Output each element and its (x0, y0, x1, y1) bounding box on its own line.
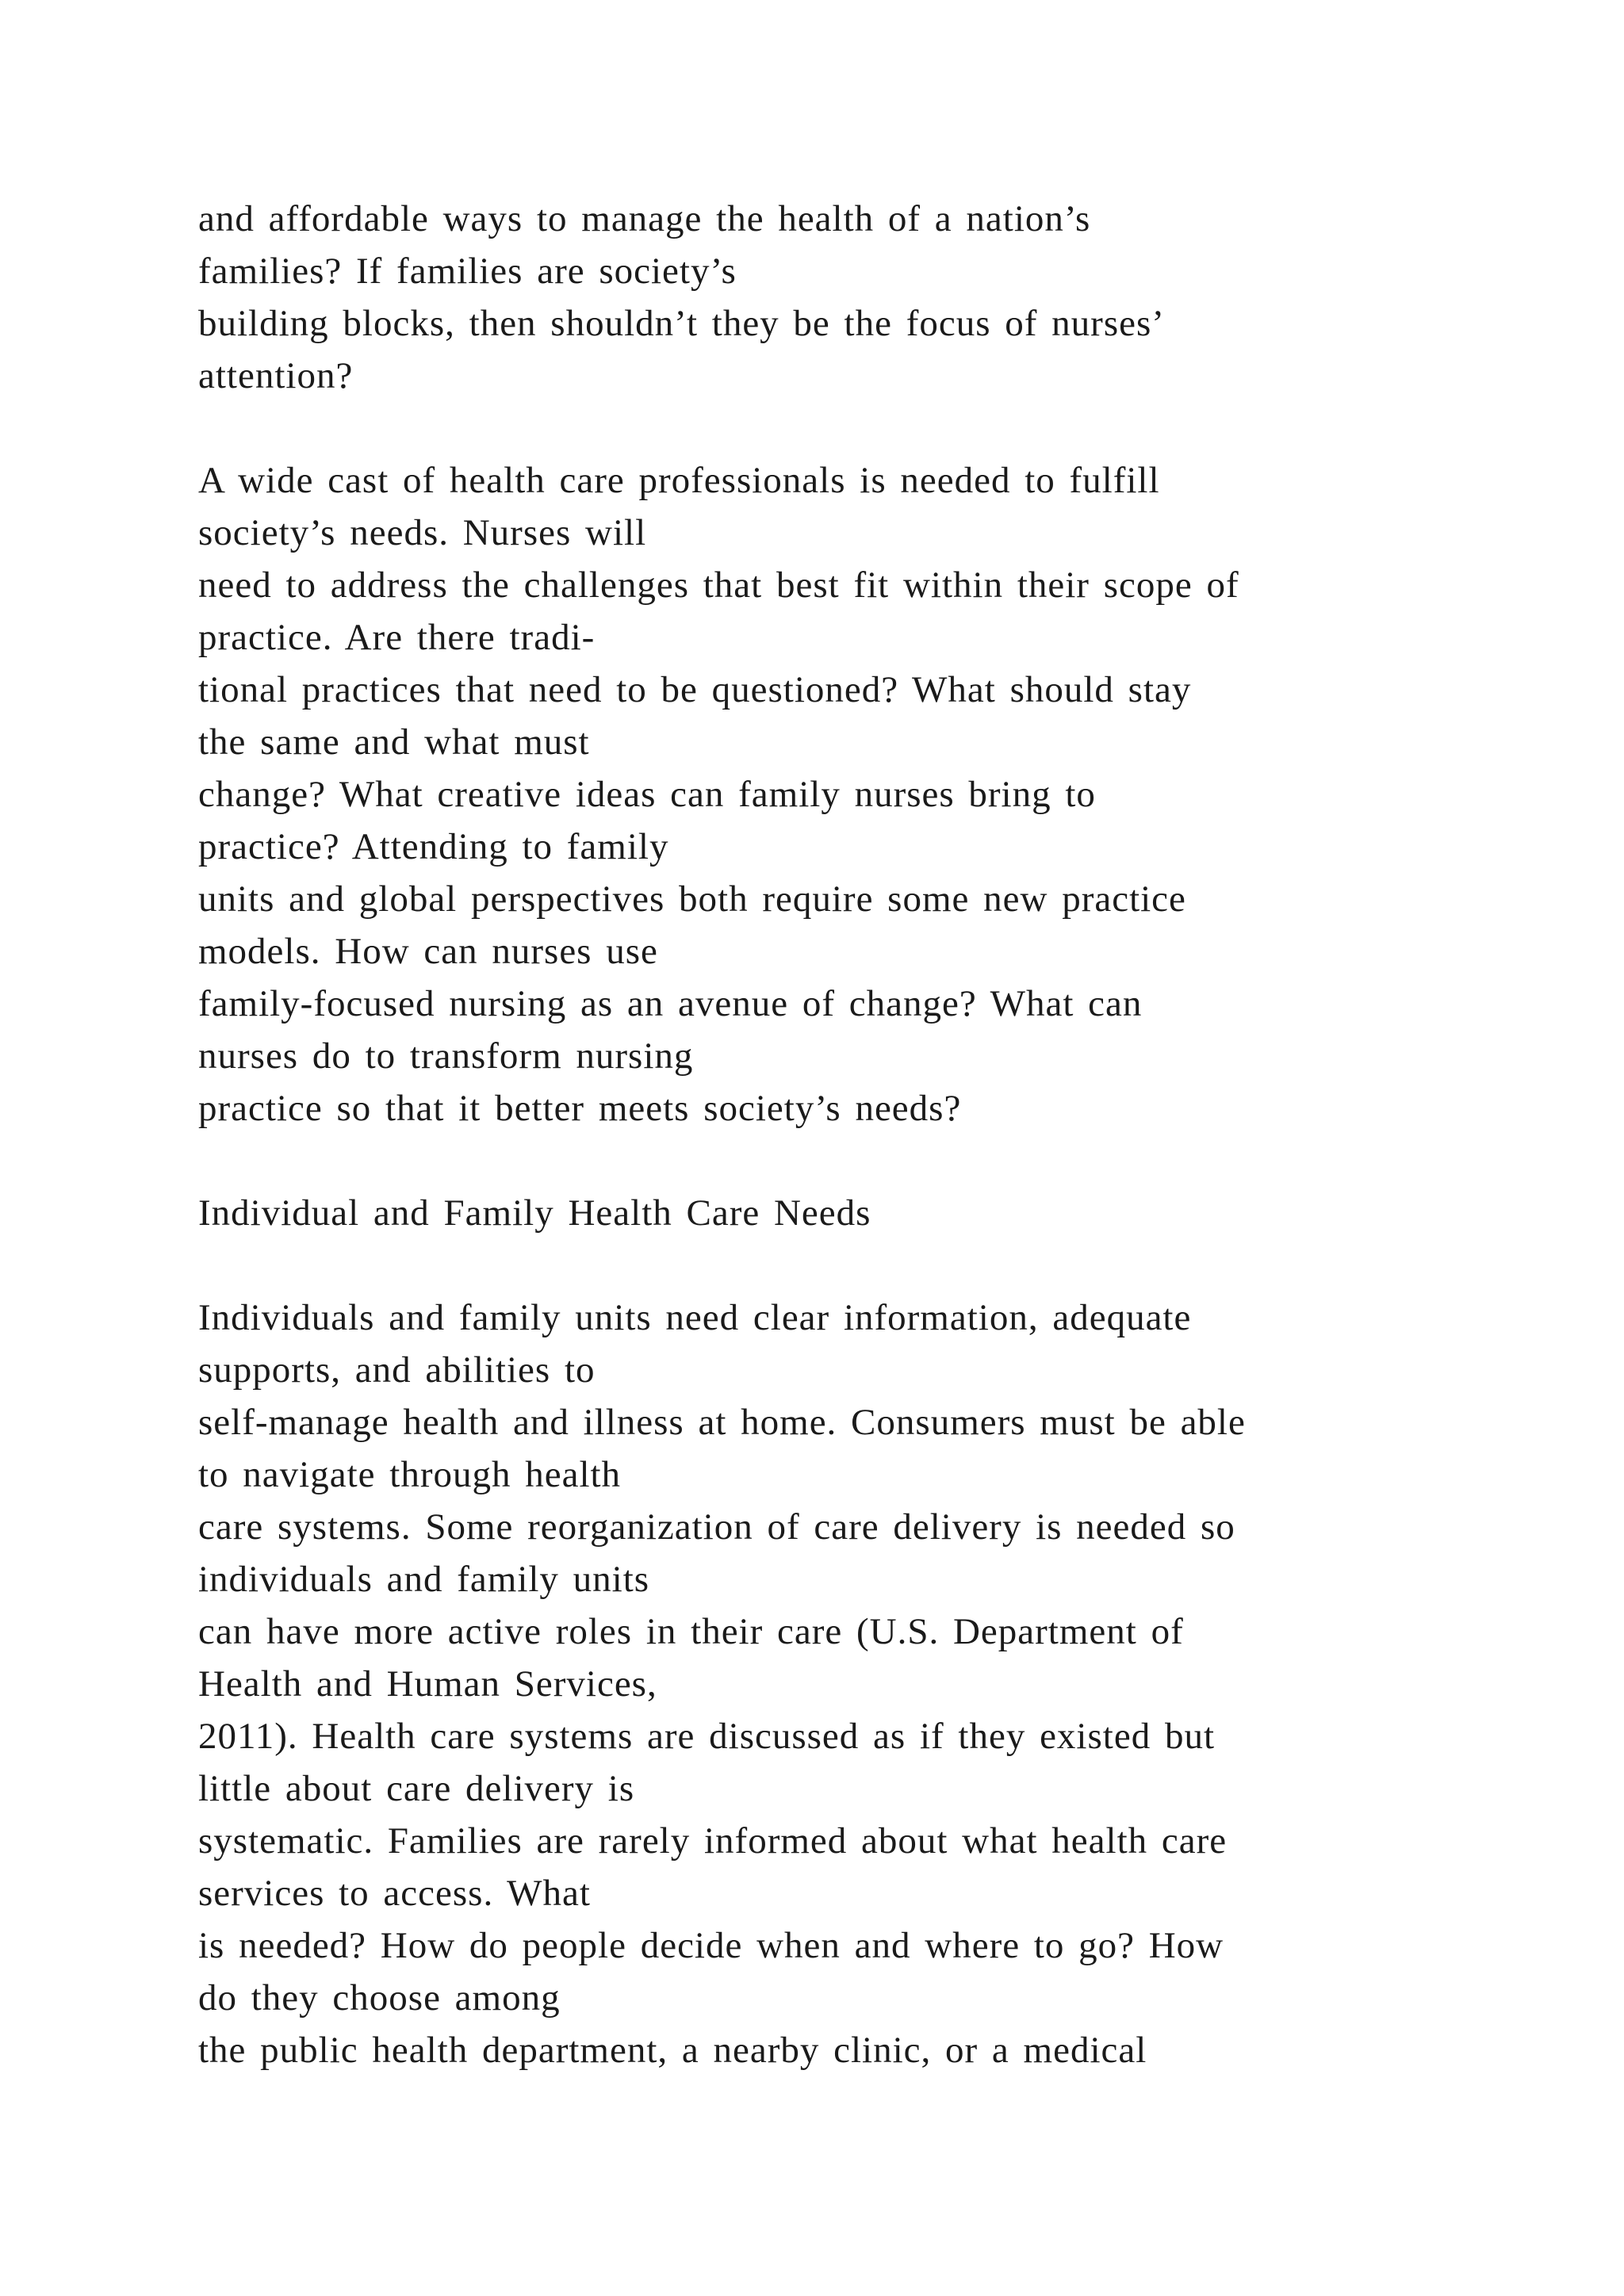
paragraph-2 (198, 454, 1546, 1135)
text-line: nurses do to transform nursing (198, 1035, 694, 1077)
text-line: can have more active roles in their care (U.S. Department of (198, 1611, 1184, 1652)
text-line: systematic. Families are rarely informed about what health care (198, 1820, 1228, 1862)
text-line: care systems. Some reorganization of care delivery is needed so (198, 1506, 1235, 1548)
text-line: to navigate through health (198, 1454, 622, 1495)
text-line: models. How can nurses use (198, 931, 658, 972)
text-line: the same and what must (198, 721, 590, 763)
text-line: need to address the challenges that best fit within their scope of (198, 564, 1239, 606)
text-line: individuals and family units (198, 1559, 650, 1600)
text-line: supports, and abilities to (198, 1349, 596, 1391)
text-line: change? What creative ideas can family nurses bring to (198, 774, 1096, 815)
document-body (198, 193, 1546, 2076)
text-line: building blocks, then shouldn’t they be the focus of nurses’ (198, 303, 1165, 344)
text-line: Individuals and family units need clear information, adequate (198, 1297, 1192, 1338)
text-line: is needed? How do people decide when and where to go? How (198, 1925, 1224, 1966)
paragraph-1 (198, 193, 1546, 402)
paragraph-spacer (198, 1239, 1546, 1292)
text-line: 2011). Health care systems are discussed as if they existed but (198, 1716, 1216, 1757)
text-line: do they choose among (198, 1977, 561, 2019)
paragraph-spacer (198, 402, 1546, 454)
text-line: attention? (198, 355, 354, 396)
text-line: practice. Are there tradi- (198, 617, 596, 658)
heading-text: Individual and Family Health Care Needs (198, 1192, 871, 1234)
text-line: services to access. What (198, 1873, 591, 1914)
text-line: family-focused nursing as an avenue of change? What can (198, 983, 1143, 1024)
text-line: the public health department, a nearby clinic, or a medical (198, 2030, 1147, 2071)
section-heading (198, 1187, 1546, 1239)
text-line: and affordable ways to manage the health of a nation’s (198, 198, 1091, 239)
text-line: families? If families are society’s (198, 251, 737, 292)
text-line: society’s needs. Nurses will (198, 512, 647, 553)
text-line: practice? Attending to family (198, 826, 669, 867)
text-line: tional practices that need to be questioned? What should stay (198, 669, 1192, 710)
text-line: A wide cast of health care professionals is needed to fulfill (198, 460, 1160, 501)
paragraph-3 (198, 1292, 1546, 2076)
text-line: little about care delivery is (198, 1768, 635, 1809)
text-line: units and global perspectives both require some new practice (198, 878, 1186, 920)
text-line: practice so that it better meets society’s needs? (198, 1088, 962, 1129)
text-line: self-manage health and illness at home. Consumers must be able (198, 1402, 1246, 1443)
paragraph-spacer (198, 1135, 1546, 1187)
text-line: Health and Human Services, (198, 1663, 657, 1705)
